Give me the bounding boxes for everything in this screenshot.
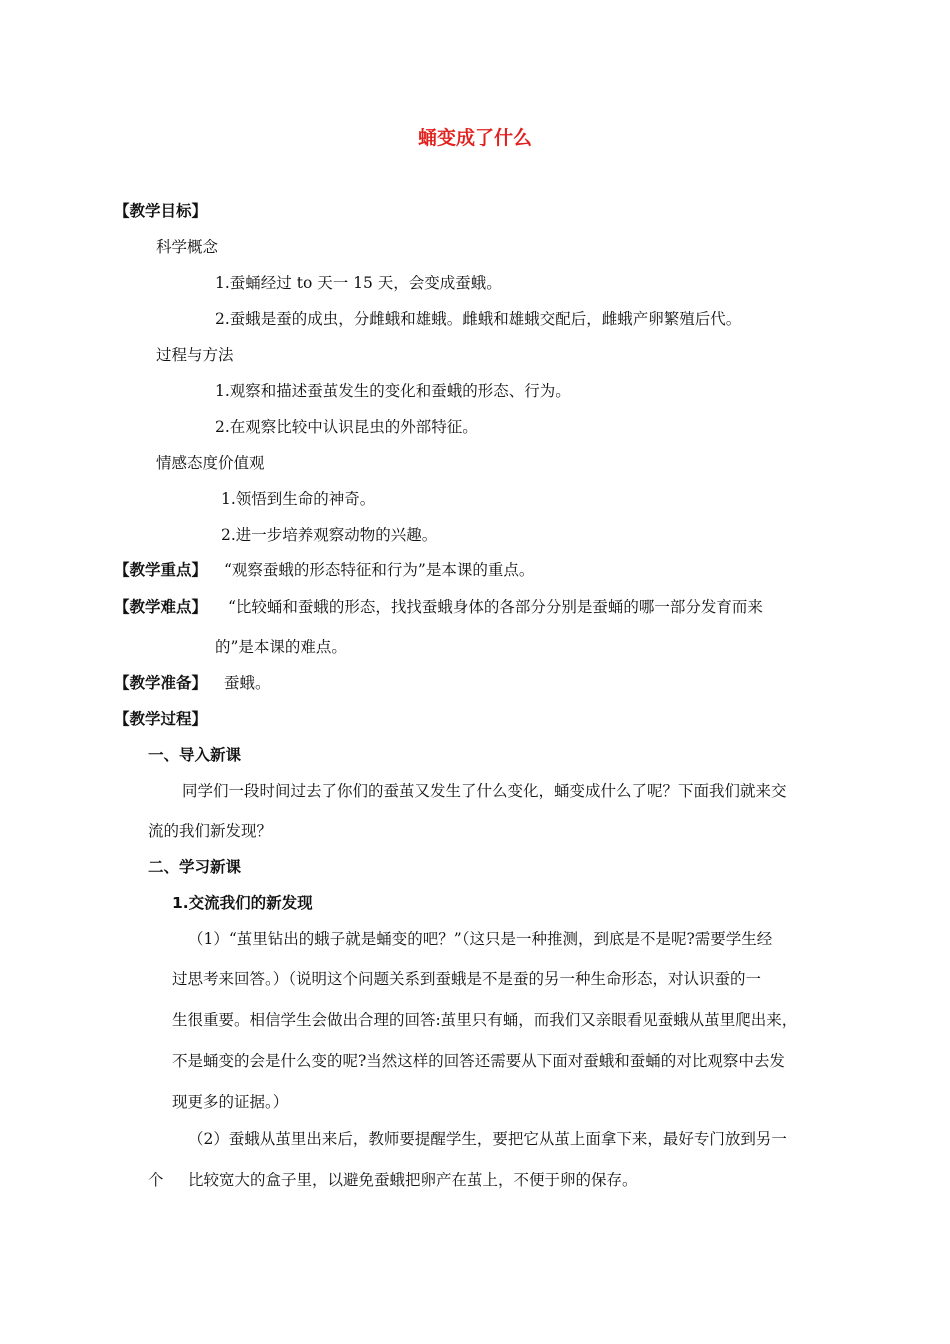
process-method-label: 过程与方法 bbox=[156, 346, 234, 364]
para-2-line-2a: 个 bbox=[148, 1171, 164, 1189]
preparation-text: 蚕蛾。 bbox=[224, 674, 271, 692]
part-1-line-2: 流的我们新发现？ bbox=[148, 822, 273, 840]
sub-1-heading: 1.交流我们的新发现 bbox=[172, 894, 313, 912]
para-2-line-1: （2）蚕蛾从茧里出来后，教师要提醒学生，要把它从茧上面拿下来，最好专门放到另一 bbox=[188, 1130, 787, 1148]
para-2-line-2b: 比较宽大的盒子里，以避免蚕蛾把卵产在茧上，不便于卵的保存。 bbox=[188, 1171, 638, 1189]
page-title: 蛹变成了什么 bbox=[417, 127, 532, 149]
para-1-line-4: 不是蛹变的会是什么变的呢?当然这样的回答还需要从下面对蚕蛾和蚕蛹的对比观察中去发 bbox=[172, 1052, 785, 1070]
key-point-heading: 【教学重点】 bbox=[114, 561, 208, 579]
para-1-line-3: 生很重要。相信学生会做出合理的回答:茧里只有蛹，而我们又亲眼看见蚕蛾从茧里爬出来， bbox=[172, 1011, 798, 1029]
process-item-2: 2.在观察比较中认识昆虫的外部特征。 bbox=[215, 418, 478, 436]
science-concept-label: 科学概念 bbox=[156, 238, 219, 256]
preparation-heading: 【教学准备】 bbox=[114, 674, 208, 692]
science-item-2: 2.蚕蛾是蚕的成虫，分雌蛾和雄蛾。雌蛾和雄蛾交配后，雌蛾产卵繁殖后代。 bbox=[215, 310, 742, 328]
attitude-item-2: 2.进一步培养观察动物的兴趣。 bbox=[221, 526, 438, 544]
teaching-process-heading: 【教学过程】 bbox=[114, 710, 208, 728]
attitude-label: 情感态度价值观 bbox=[156, 454, 265, 472]
attitude-item-1: 1.领悟到生命的神奇。 bbox=[221, 490, 376, 508]
para-1-line-1: （1）“茧里钻出的蛾子就是蛹变的吧？”（这只是一种推测，到底是不是呢?需要学生经 bbox=[188, 930, 773, 948]
part-1-line-1: 同学们一段时间过去了你们的蚕茧又发生了什么变化，蛹变成什么了呢？下面我们就来交 bbox=[182, 782, 787, 800]
difficulty-line-1: “比较蛹和蚕蛾的形态，找找蚕蛾身体的各部分分别是蚕蛹的哪一部分发育而来 bbox=[228, 598, 763, 616]
objectives-heading: 【教学目标】 bbox=[114, 202, 208, 220]
difficulty-line-2: 的”是本课的难点。 bbox=[215, 638, 347, 656]
para-1-line-5: 现更多的证据。） bbox=[172, 1093, 289, 1111]
key-point-text: “观察蚕蛾的形态特征和行为”是本课的重点。 bbox=[224, 561, 535, 579]
para-1-line-2: 过思考来回答。）（说明这个问题关系到蚕蛾是不是蚕的另一种生命形态，对认识蚕的一 bbox=[172, 970, 762, 988]
part-2-heading: 二、学习新课 bbox=[148, 858, 242, 876]
process-item-1: 1.观察和描述蚕茧发生的变化和蚕蛾的形态、行为。 bbox=[215, 382, 571, 400]
science-item-1: 1.蚕蛹经过 to 天一 15 天，会变成蚕蛾。 bbox=[215, 274, 502, 292]
difficulty-heading: 【教学难点】 bbox=[114, 598, 208, 616]
part-1-heading: 一、导入新课 bbox=[148, 746, 242, 764]
